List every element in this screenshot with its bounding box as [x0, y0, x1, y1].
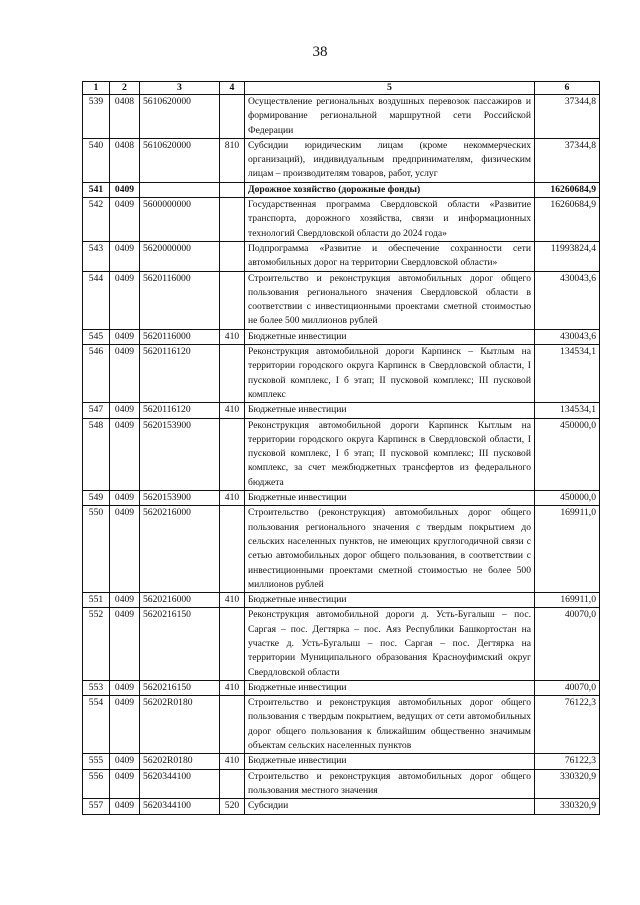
expense-type-cell: 410	[220, 593, 245, 608]
section-code-cell: 0409	[110, 506, 140, 593]
description-cell: Бюджетные инвестиции	[245, 754, 535, 769]
amount-cell: 169911,0	[535, 506, 600, 593]
amount-cell: 169911,0	[535, 593, 600, 608]
amount-cell: 330320,9	[535, 799, 600, 814]
amount-cell: 76122,3	[535, 754, 600, 769]
table-row	[83, 329, 600, 344]
description-cell: Строительство (реконструкция) автомобильных дорог общего пользования регионального значения с твердым покрытием до сельских населенных пунктов, не имеющих круглогодичной связи с сетью автомобильных дорог общего пользования, в соответствии с инвестиционными проектами сметной стоимостью не более 500 миллионов рублей	[245, 506, 535, 593]
table-row	[83, 241, 600, 271]
amount-cell: 330320,9	[535, 769, 600, 799]
table-row	[83, 491, 600, 506]
amount-cell: 16260684,9	[535, 198, 600, 242]
column-header: 2	[110, 82, 140, 95]
column-header: 1	[83, 82, 110, 95]
description-cell: Дорожное хозяйство (дорожные фонды)	[245, 182, 535, 197]
page-number: 38	[312, 44, 328, 60]
target-article-cell: 5620216150	[140, 608, 220, 680]
section-code-cell: 0408	[110, 138, 140, 182]
column-header: 4	[220, 82, 245, 95]
row-number-cell: 543	[83, 241, 110, 271]
section-code-cell: 0409	[110, 491, 140, 506]
row-number-cell: 557	[83, 799, 110, 814]
description-cell: Реконструкция автомобильной дороги д. Усть-Бугалыш – пос. Саргая – пос. Дегтярка – пос. Аяз Республики Башкортостан на участке д. Усть-Бугалыш – пос. Саргая – пос. Дегтярка на территории Муниципального образования Красноуфимский округ Свердловской области	[245, 608, 535, 680]
amount-cell: 134534,1	[535, 403, 600, 418]
description-cell: Строительство и реконструкция автомобильных дорог общего пользования с твердым покрытием, ведущих от сети автомобильных дорог общего пользования к ближайшим общественно значимым объектам сельских населенных пунктов	[245, 696, 535, 754]
row-number-cell: 550	[83, 506, 110, 593]
expense-type-cell	[220, 271, 245, 329]
table-row	[83, 182, 600, 197]
target-article-cell: 5620216000	[140, 506, 220, 593]
target-article-cell: 5620216000	[140, 593, 220, 608]
table-row	[83, 680, 600, 695]
row-number-cell: 545	[83, 329, 110, 344]
target-article-cell: 5620344100	[140, 799, 220, 814]
description-cell: Бюджетные инвестиции	[245, 403, 535, 418]
target-article-cell: 5620116120	[140, 345, 220, 403]
table-row	[83, 769, 600, 799]
row-number-cell: 549	[83, 491, 110, 506]
amount-cell: 40070,0	[535, 680, 600, 695]
row-number-cell: 554	[83, 696, 110, 754]
section-code-cell: 0409	[110, 345, 140, 403]
expense-type-cell	[220, 608, 245, 680]
expense-type-cell	[220, 182, 245, 197]
description-cell: Реконструкция автомобильной дороги Карпинск Кытлым на территории городского округа Карпинск в Свердловской области, I пусковой комплекс, I б этап; II пусковой комплекс; III пусковой комплекс, за счет межбюджетных трансфертов из федерального бюджета	[245, 418, 535, 490]
expense-type-cell: 410	[220, 491, 245, 506]
target-article-cell: 5620344100	[140, 769, 220, 799]
amount-cell: 40070,0	[535, 608, 600, 680]
description-cell: Реконструкция автомобильной дороги Карпинск – Кытлым на территории городского округа Карпинск в Свердловской области, I пусковой комплекс, I б этап; II пусковой комплекс; III пусковой комплекс	[245, 345, 535, 403]
description-cell: Осуществление региональных воздушных перевозок пассажиров и формирование региональной маршрутной сети Российской Федерации	[245, 95, 535, 139]
amount-cell: 430043,6	[535, 271, 600, 329]
target-article-cell: 5620000000	[140, 241, 220, 271]
table-row	[83, 198, 600, 242]
description-cell: Бюджетные инвестиции	[245, 680, 535, 695]
amount-cell: 76122,3	[535, 696, 600, 754]
amount-cell: 11993824,4	[535, 241, 600, 271]
amount-cell: 37344,8	[535, 95, 600, 139]
expense-type-cell: 520	[220, 799, 245, 814]
target-article-cell: 5620153900	[140, 418, 220, 490]
row-number-cell: 555	[83, 754, 110, 769]
target-article-cell: 5620116000	[140, 329, 220, 344]
row-number-cell: 556	[83, 769, 110, 799]
section-code-cell: 0409	[110, 182, 140, 197]
row-number-cell: 544	[83, 271, 110, 329]
expense-type-cell: 410	[220, 754, 245, 769]
expense-type-cell	[220, 95, 245, 139]
section-code-cell: 0409	[110, 329, 140, 344]
target-article-cell: 5610620000	[140, 95, 220, 139]
table-header-row	[83, 82, 600, 95]
amount-cell: 450000,0	[535, 491, 600, 506]
amount-cell: 430043,6	[535, 329, 600, 344]
row-number-cell: 548	[83, 418, 110, 490]
table-row	[83, 418, 600, 490]
target-article-cell: 56202R0180	[140, 696, 220, 754]
description-cell: Субсидии юридическим лицам (кроме некоммерческих организаций), индивидуальным предпринимателям, физическим лицам – производителям товаров, работ, услуг	[245, 138, 535, 182]
table-row	[83, 95, 600, 139]
row-number-cell: 552	[83, 608, 110, 680]
description-cell: Бюджетные инвестиции	[245, 491, 535, 506]
section-code-cell: 0409	[110, 418, 140, 490]
description-cell: Бюджетные инвестиции	[245, 329, 535, 344]
expense-type-cell	[220, 696, 245, 754]
table-row	[83, 593, 600, 608]
row-number-cell: 541	[83, 182, 110, 197]
table-row	[83, 271, 600, 329]
section-code-cell: 0409	[110, 198, 140, 242]
target-article-cell: 56202R0180	[140, 754, 220, 769]
amount-cell: 16260684,9	[535, 182, 600, 197]
amount-cell: 134534,1	[535, 345, 600, 403]
description-cell: Строительство и реконструкция автомобильных дорог общего пользования местного значения	[245, 769, 535, 799]
table-row	[83, 799, 600, 814]
amount-cell: 37344,8	[535, 138, 600, 182]
row-number-cell: 546	[83, 345, 110, 403]
expense-type-cell	[220, 241, 245, 271]
expense-type-cell	[220, 769, 245, 799]
description-cell: Субсидии	[245, 799, 535, 814]
section-code-cell: 0409	[110, 608, 140, 680]
expense-type-cell	[220, 345, 245, 403]
section-code-cell: 0409	[110, 403, 140, 418]
expense-type-cell	[220, 198, 245, 242]
expense-type-cell	[220, 418, 245, 490]
target-article-cell: 5620116000	[140, 271, 220, 329]
table-body	[83, 95, 600, 815]
row-number-cell: 540	[83, 138, 110, 182]
section-code-cell: 0409	[110, 769, 140, 799]
description-cell: Строительство и реконструкция автомобильных дорог общего пользования регионального значения Свердловской области в соответствии с инвестиционными проектами сметной стоимостью не более 500 миллионов рублей	[245, 271, 535, 329]
table-row	[83, 754, 600, 769]
amount-cell: 450000,0	[535, 418, 600, 490]
target-article-cell: 5610620000	[140, 138, 220, 182]
row-number-cell: 553	[83, 680, 110, 695]
budget-table	[82, 81, 600, 815]
table-row	[83, 506, 600, 593]
column-header: 5	[245, 82, 535, 95]
target-article-cell: 5600000000	[140, 198, 220, 242]
expense-type-cell: 410	[220, 403, 245, 418]
section-code-cell: 0408	[110, 95, 140, 139]
section-code-cell: 0409	[110, 271, 140, 329]
target-article-cell: 5620216150	[140, 680, 220, 695]
section-code-cell: 0409	[110, 241, 140, 271]
description-cell: Бюджетные инвестиции	[245, 593, 535, 608]
expense-type-cell	[220, 506, 245, 593]
row-number-cell: 542	[83, 198, 110, 242]
section-code-cell: 0409	[110, 593, 140, 608]
table-row	[83, 696, 600, 754]
expense-type-cell: 410	[220, 680, 245, 695]
row-number-cell: 539	[83, 95, 110, 139]
column-header: 6	[535, 82, 600, 95]
table-row	[83, 345, 600, 403]
expense-type-cell: 410	[220, 329, 245, 344]
table-row	[83, 138, 600, 182]
target-article-cell	[140, 182, 220, 197]
column-header: 3	[140, 82, 220, 95]
row-number-cell: 551	[83, 593, 110, 608]
target-article-cell: 5620153900	[140, 491, 220, 506]
expense-type-cell: 810	[220, 138, 245, 182]
description-cell: Государственная программа Свердловской области «Развитие транспорта, дорожного хозяйства, связи и информационных технологий Свердловской области до 2024 года»	[245, 198, 535, 242]
target-article-cell: 5620116120	[140, 403, 220, 418]
table-row	[83, 608, 600, 680]
description-cell: Подпрограмма «Развитие и обеспечение сохранности сети автомобильных дорог на территории Свердловской области»	[245, 241, 535, 271]
section-code-cell: 0409	[110, 696, 140, 754]
section-code-cell: 0409	[110, 680, 140, 695]
row-number-cell: 547	[83, 403, 110, 418]
table-row	[83, 403, 600, 418]
section-code-cell: 0409	[110, 754, 140, 769]
section-code-cell: 0409	[110, 799, 140, 814]
